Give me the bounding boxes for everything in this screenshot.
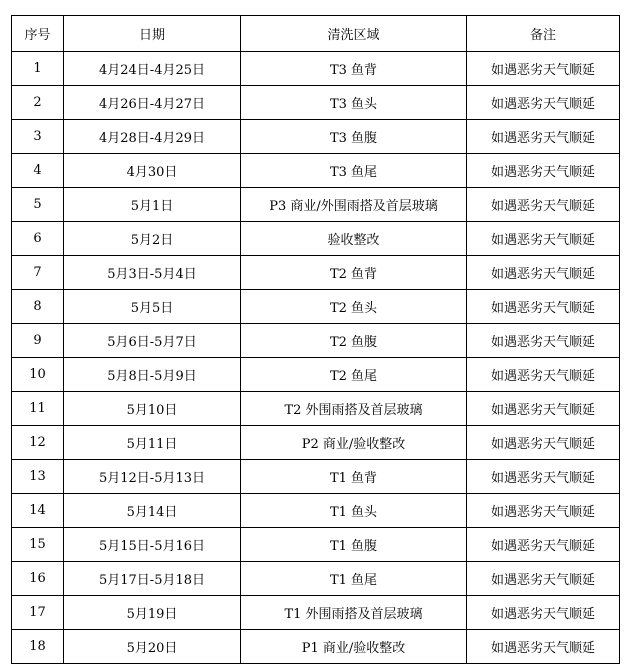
cell-note: 如遇恶劣天气顺延 <box>467 358 620 392</box>
cell-date: 5月12日-5月13日 <box>64 460 241 494</box>
cell-note: 如遇恶劣天气顺延 <box>467 188 620 222</box>
cell-date: 5月10日 <box>64 392 241 426</box>
cell-date: 5月11日 <box>64 426 241 460</box>
cell-area: T2 鱼背 <box>241 256 467 290</box>
cell-note: 如遇恶劣天气顺延 <box>467 120 620 154</box>
cell-note: 如遇恶劣天气顺延 <box>467 222 620 256</box>
cell-no: 6 <box>12 222 64 256</box>
table-row <box>12 256 620 290</box>
table-header <box>12 16 620 52</box>
cleaning-schedule-table <box>11 15 620 664</box>
table-row <box>12 528 620 562</box>
cell-no: 15 <box>12 528 64 562</box>
cell-note: 如遇恶劣天气顺延 <box>467 392 620 426</box>
cell-area: T1 鱼背 <box>241 460 467 494</box>
cell-date: 5月3日-5月4日 <box>64 256 241 290</box>
cell-note: 如遇恶劣天气顺延 <box>467 528 620 562</box>
cell-area: T3 鱼背 <box>241 52 467 86</box>
cell-no: 17 <box>12 596 64 630</box>
cell-area: 验收整改 <box>241 222 467 256</box>
cell-area: T1 鱼腹 <box>241 528 467 562</box>
cell-no: 3 <box>12 120 64 154</box>
cell-date: 4月30日 <box>64 154 241 188</box>
cell-no: 1 <box>12 52 64 86</box>
cell-no: 2 <box>12 86 64 120</box>
cell-date: 5月19日 <box>64 596 241 630</box>
cell-note: 如遇恶劣天气顺延 <box>467 86 620 120</box>
table-row <box>12 426 620 460</box>
table-row <box>12 120 620 154</box>
cell-note: 如遇恶劣天气顺延 <box>467 460 620 494</box>
table-row <box>12 562 620 596</box>
table-row <box>12 188 620 222</box>
table-row <box>12 596 620 630</box>
header-date: 日期 <box>64 16 241 52</box>
cell-date: 5月17日-5月18日 <box>64 562 241 596</box>
table-row <box>12 324 620 358</box>
cell-no: 11 <box>12 392 64 426</box>
cell-no: 13 <box>12 460 64 494</box>
cell-date: 4月24日-4月25日 <box>64 52 241 86</box>
cell-date: 5月2日 <box>64 222 241 256</box>
cell-no: 12 <box>12 426 64 460</box>
cell-date: 5月6日-5月7日 <box>64 324 241 358</box>
cell-area: T3 鱼尾 <box>241 154 467 188</box>
cell-area: T1 鱼头 <box>241 494 467 528</box>
header-row <box>12 16 620 52</box>
cell-area: P3 商业/外围雨搭及首层玻璃 <box>241 188 467 222</box>
cell-no: 4 <box>12 154 64 188</box>
table-row <box>12 630 620 664</box>
table-body <box>12 52 620 664</box>
cell-no: 9 <box>12 324 64 358</box>
header-no: 序号 <box>12 16 64 52</box>
cell-area: P2 商业/验收整改 <box>241 426 467 460</box>
table-row <box>12 52 620 86</box>
cell-date: 5月8日-5月9日 <box>64 358 241 392</box>
cell-date: 4月28日-4月29日 <box>64 120 241 154</box>
cell-note: 如遇恶劣天气顺延 <box>467 494 620 528</box>
cell-note: 如遇恶劣天气顺延 <box>467 290 620 324</box>
cell-note: 如遇恶劣天气顺延 <box>467 154 620 188</box>
cell-note: 如遇恶劣天气顺延 <box>467 596 620 630</box>
cell-area: T3 鱼头 <box>241 86 467 120</box>
cell-area: T2 鱼头 <box>241 290 467 324</box>
cell-area: T2 鱼腹 <box>241 324 467 358</box>
table-row <box>12 222 620 256</box>
cell-date: 5月15日-5月16日 <box>64 528 241 562</box>
table-row <box>12 460 620 494</box>
cell-area: P1 商业/验收整改 <box>241 630 467 664</box>
cell-date: 5月20日 <box>64 630 241 664</box>
table-row <box>12 86 620 120</box>
cell-no: 18 <box>12 630 64 664</box>
cell-date: 5月5日 <box>64 290 241 324</box>
cell-note: 如遇恶劣天气顺延 <box>467 562 620 596</box>
cell-note: 如遇恶劣天气顺延 <box>467 256 620 290</box>
cell-area: T1 外围雨搭及首层玻璃 <box>241 596 467 630</box>
cell-no: 16 <box>12 562 64 596</box>
cell-area: T1 鱼尾 <box>241 562 467 596</box>
cell-note: 如遇恶劣天气顺延 <box>467 52 620 86</box>
cell-note: 如遇恶劣天气顺延 <box>467 426 620 460</box>
cell-no: 10 <box>12 358 64 392</box>
cell-note: 如遇恶劣天气顺延 <box>467 324 620 358</box>
cell-date: 5月14日 <box>64 494 241 528</box>
cell-area: T2 外围雨搭及首层玻璃 <box>241 392 467 426</box>
table-row <box>12 494 620 528</box>
table-row <box>12 290 620 324</box>
cell-no: 5 <box>12 188 64 222</box>
cell-area: T2 鱼尾 <box>241 358 467 392</box>
header-note: 备注 <box>467 16 620 52</box>
table-row <box>12 358 620 392</box>
cell-no: 8 <box>12 290 64 324</box>
cell-area: T3 鱼腹 <box>241 120 467 154</box>
table-row <box>12 392 620 426</box>
cell-date: 4月26日-4月27日 <box>64 86 241 120</box>
table-row <box>12 154 620 188</box>
header-area: 清洗区域 <box>241 16 467 52</box>
cell-note: 如遇恶劣天气顺延 <box>467 630 620 664</box>
cell-no: 7 <box>12 256 64 290</box>
cell-no: 14 <box>12 494 64 528</box>
cell-date: 5月1日 <box>64 188 241 222</box>
